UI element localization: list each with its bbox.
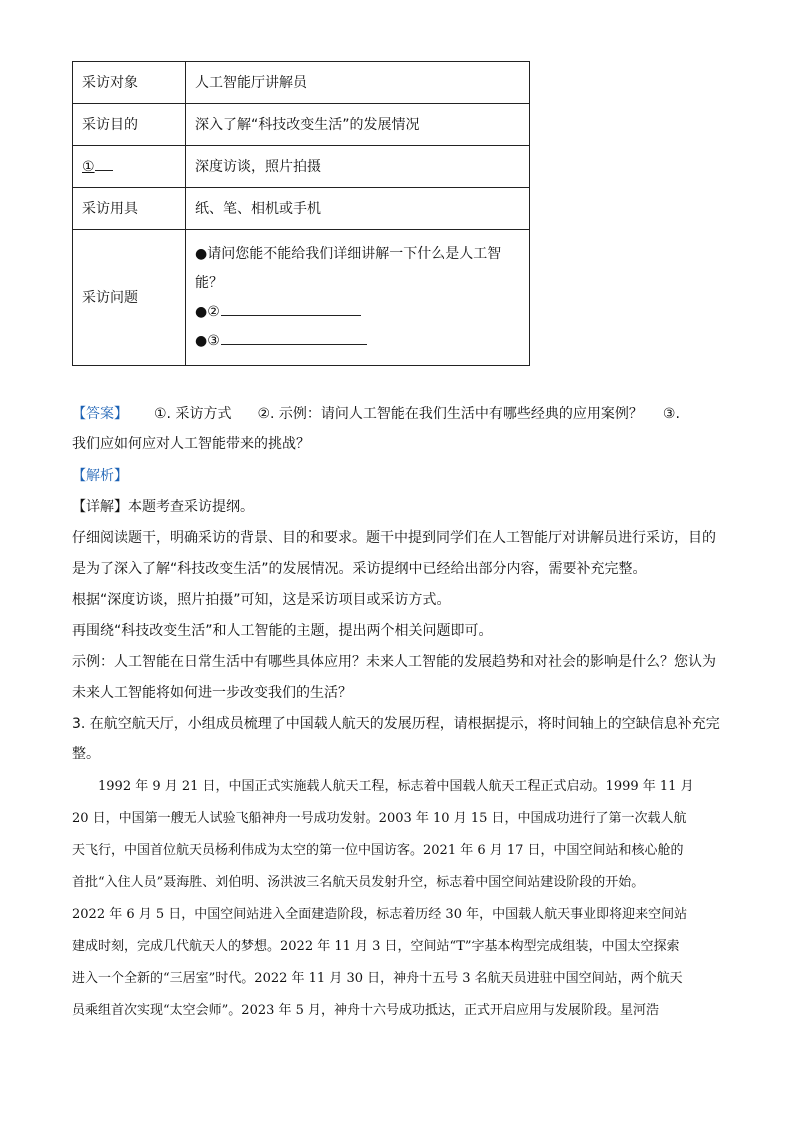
story-line: 进入一个全新的“三居室”时代。2022 年 11 月 30 日，神舟十五号 3 名航天员进驻中国空间站，两个航天 bbox=[72, 971, 683, 986]
analysis-line: 未来人工智能将如何进一步改变我们的生活？ bbox=[72, 685, 352, 701]
blank-marker-1: ① bbox=[82, 159, 95, 175]
questions-row bbox=[73, 230, 530, 366]
detail-text: 本题考查采访提纲。 bbox=[128, 499, 254, 515]
table-row bbox=[73, 104, 530, 146]
answer-3-marker: ③. bbox=[662, 406, 680, 422]
story-line: 2022 年 6 月 5 日，中国空间站进入全面建造阶段，标志着历经 30 年，中国载人航天事业即将迎来空间站 bbox=[72, 907, 688, 922]
story-line: 首批“入住人员”聂海胜、刘伯明、汤洪波三名航天员发射升空，标志着中国空间站建设阶段的开始。 bbox=[72, 875, 645, 890]
answer-tag: 【答案】 bbox=[72, 406, 128, 422]
question-3-prompt-line-1: 3. 在航空航天厅，小组成员梳理了中国载人航天的发展历程，请根据提示，将时间轴上的空缺信息补充完 bbox=[72, 716, 720, 732]
question-1-line-1: ●请问您能不能给我们详细讲解一下什么是人工智 bbox=[195, 245, 502, 262]
question-2-blank bbox=[221, 300, 361, 316]
story-line: 天飞行，中国首位航天员杨利伟成为太空的第一位中国访客。2021 年 6 月 17 日，中国空间站和核心舱的 bbox=[72, 843, 684, 858]
analysis-line: 示例：人工智能在日常生活中有哪些具体应用？未来人工智能的发展趋势和对社会的影响是什么？您认为 bbox=[72, 654, 716, 670]
question-3-marker: ●③ bbox=[195, 332, 220, 349]
answer-1: ①. 采访方式 bbox=[154, 406, 232, 422]
analysis-line: 根据“深度访谈，照片拍摄”可知，这是采访项目或采访方式。 bbox=[72, 592, 451, 608]
story-line: 员乘组首次实现“太空会师”。2023 年 5 月，神舟十六号成功抵达，正式开启应用与发展阶段。星河浩 bbox=[72, 1003, 660, 1018]
analysis-tag: 【解析】 bbox=[72, 468, 128, 484]
question-3 bbox=[195, 327, 520, 356]
questions-cell bbox=[186, 230, 530, 366]
interview-plan-table bbox=[72, 61, 530, 366]
analysis-line: 仔细阅读题干，明确采访的背景、目的和要求。题干中提到同学们在人工智能厅对讲解员进行采访，目的 bbox=[72, 530, 716, 546]
answer-blank-line bbox=[95, 156, 113, 171]
blank-label-cell bbox=[73, 146, 186, 188]
table-row bbox=[73, 146, 530, 188]
analysis-line: 是为了深入了解“科技改变生活”的发展情况。采访提纲中已经给出部分内容，需要补充完整。 bbox=[72, 561, 647, 577]
answer-line bbox=[72, 404, 722, 424]
question-2-marker: ●② bbox=[195, 303, 220, 320]
detail-line bbox=[72, 497, 722, 517]
answer-3-continuation: 我们应如何应对人工智能带来的挑战？ bbox=[72, 436, 310, 452]
row-label: 采访对象 bbox=[73, 62, 186, 104]
question-3-blank bbox=[221, 329, 367, 345]
story-line: 20 日，中国第一艘无人试验飞船神舟一号成功发射。2003 年 10 月 15 日，中国成功进行了第一次载人航 bbox=[72, 811, 687, 826]
row-value: 深度访谈，照片拍摄 bbox=[186, 146, 530, 188]
answer-2: ②. 示例：请问人工智能在我们生活中有哪些经典的应用案例？ bbox=[257, 406, 643, 422]
question-2 bbox=[195, 298, 520, 327]
row-value: 人工智能厅讲解员 bbox=[186, 62, 530, 104]
table-row bbox=[73, 188, 530, 230]
analysis-line: 再围绕“科技改变生活”和人工智能的主题，提出两个相关问题即可。 bbox=[72, 623, 493, 639]
row-value: 深入了解“科技改变生活”的发展情况 bbox=[186, 104, 530, 146]
story-line: 建成时刻，完成几代航天人的梦想。2022 年 11 月 3 日，空间站“T”字基本构型完成组装，中国太空探索 bbox=[72, 939, 680, 954]
table-row bbox=[73, 62, 530, 104]
detail-tag: 【详解】 bbox=[72, 499, 128, 515]
questions-label: 采访问题 bbox=[73, 230, 186, 366]
story-line: 1992 年 9 月 21 日，中国正式实施载人航天工程，标志着中国载人航天工程正式启动。1999 年 11 月 bbox=[72, 779, 694, 794]
question-3-prompt-line-2: 整。 bbox=[72, 746, 100, 762]
row-value: 纸、笔、相机或手机 bbox=[186, 188, 530, 230]
question-1-line-2: 能？ bbox=[195, 274, 223, 291]
row-label: 采访用具 bbox=[73, 188, 186, 230]
row-label: 采访目的 bbox=[73, 104, 186, 146]
